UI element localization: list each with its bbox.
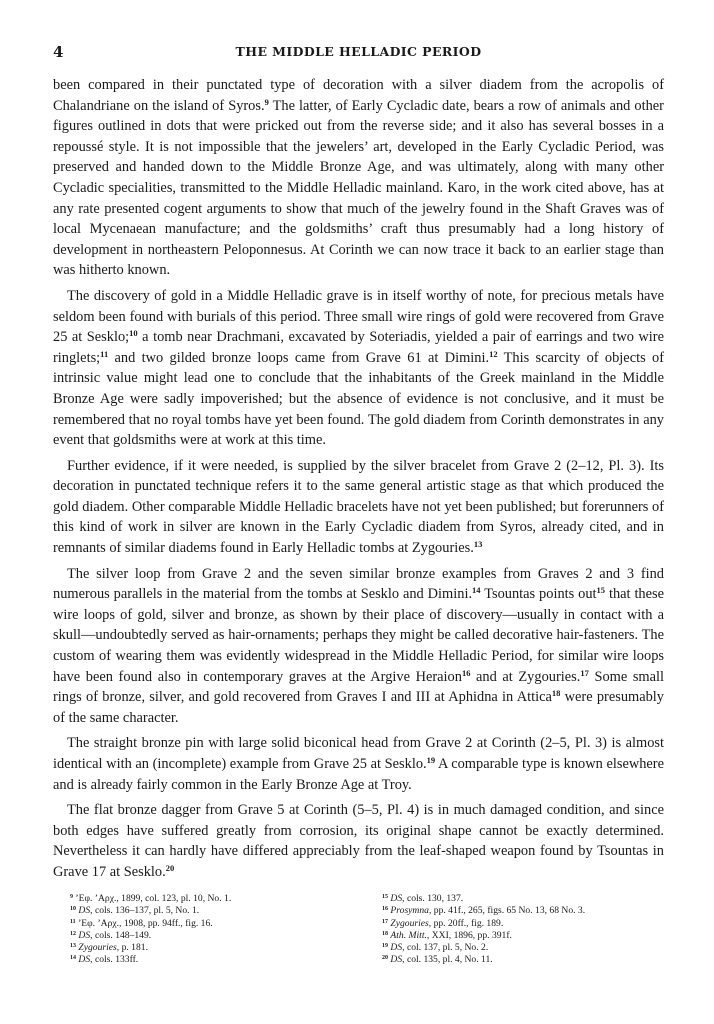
footnote-text: , cols. 130, 137. xyxy=(402,893,464,904)
footnote-ref: 18 xyxy=(551,688,561,699)
text-run: This scarcity of objects of intrinsic value might lead one to conclude that the inhabitants of the Greek mainland in the Middle Bronze Age were sadly impoverished; but the absence of evidence is not conclusive, and it must be remembered that no royal tombs have yet been found. The gold diadem from Corinth demonstrates in any event that goldsmiths were at work at this time. xyxy=(53,349,664,449)
footnote-ref: 11 xyxy=(100,348,109,359)
footnote-ref: 14 xyxy=(472,585,481,596)
text-run: a tomb near Drachmani, excavated by Soteriadis, yielded a pair of earrings and two wire ringlets; xyxy=(53,329,664,366)
footnote xyxy=(70,942,360,954)
paragraph xyxy=(53,75,664,281)
footnote-ref: 13 xyxy=(473,539,483,550)
footnote-number: 11 xyxy=(70,918,76,925)
footnotes-right-column xyxy=(382,893,672,967)
footnote-number: 9 xyxy=(70,894,73,900)
running-title: THE MIDDLE HELLADIC PERIOD xyxy=(235,44,482,59)
text-run: and at Zygouries. xyxy=(470,668,581,685)
footnote xyxy=(70,930,360,942)
footnote-number: 12 xyxy=(70,930,76,937)
footnote-source: DS xyxy=(78,929,91,941)
text-run: Further evidence, if it were needed, is supplied by the silver bracelet from Grave 2 (2–12, Pl. 3). Its decoration in punctated technique refers it to the same general artistic stage as that which produced the gold diadem. Other comparable Middle Helladic bracelets have not yet been published; but forerunners of this kind of work in silver are known in the Early Cycladic diadem from Syros, already cited, and in remnants of similar diadems found in Early Helladic tombs at Zygouries. xyxy=(53,457,664,557)
footnote-number: 19 xyxy=(382,943,388,950)
text-run: The flat bronze dagger from Grave 5 at Corinth (5–5, Pl. 4) is in much damaged condition, and since both edges have suffered greatly from corrosion, its original shape cannot be exactly determined. Nevertheless it can hardly have differed appreciably from the leaf-shaped weapon found by Tsountas in Grave 17 at Sesklo. xyxy=(53,802,664,880)
footnote-text: , pp. 20ff., fig. 189. xyxy=(428,917,504,929)
footnote-ref: 19 xyxy=(426,755,436,765)
footnote-source: Zygouries xyxy=(390,917,429,929)
footnote xyxy=(70,893,360,905)
text-run: Some small rings of bronze, silver, and gold recovered from Graves I and III at Aphidna in Attica xyxy=(53,668,664,706)
footnote-number: 10 xyxy=(70,906,76,913)
text-run: The silver loop from Grave 2 and the seven similar bronze examples from Graves 2 and 3 find numerous parallels in the material from the tombs at Sesklo and Dimini. xyxy=(53,565,664,603)
text-run: were presumably of the same character. xyxy=(53,689,664,726)
footnote-source: Ath. Mitt. xyxy=(390,929,427,941)
footnote-text: , col. 137, pl. 5, No. 2. xyxy=(402,942,489,954)
footnote-source: DS xyxy=(390,893,403,904)
footnote-text: , col. 135, pl. 4, No. 11. xyxy=(402,954,493,966)
footnote xyxy=(70,954,360,966)
footnote xyxy=(70,918,360,930)
page-number: 4 xyxy=(53,43,64,61)
footnote-ref: 17 xyxy=(580,667,589,678)
footnote-number: 17 xyxy=(382,918,388,925)
footnote-source: DS xyxy=(78,954,91,966)
footnote-text: , XXI, 1896, pp. 391f. xyxy=(426,929,512,941)
footnote xyxy=(70,905,360,917)
footnotes-left-column xyxy=(70,893,360,967)
footnote-ref: 15 xyxy=(596,585,606,596)
footnote-text: , cols. 136–137, pl. 5, No. 1. xyxy=(90,905,200,917)
footnote-number: 14 xyxy=(70,955,76,962)
footnote-source: Prosymna xyxy=(390,905,429,917)
footnote-text: ’Εφ. ’Αρχ., 1899, col. 123, pl. 10, No. 1. xyxy=(75,893,232,904)
text-run: A comparable type is known elsewhere and is already fairly common in the Early Bronze Age at Troy. xyxy=(53,756,664,793)
text-run: Tsountas points out xyxy=(480,586,597,603)
text-run: that these wire loops of gold, silver and bronze, as shown by their place of discovery—usually in contact with a skull—undoubtedly served as hair-ornaments; perhaps they might be called decorative hair-fasteners. The custom of wearing them was evidently widespread in the Middle Helladic Period, for similar wire loops have been found also in contemporary graves at the Argive Heraion xyxy=(53,586,665,685)
body-text xyxy=(53,75,664,888)
footnote-source: DS xyxy=(390,954,403,966)
footnote-text: , cols. 148–149. xyxy=(90,929,152,941)
paragraph xyxy=(53,733,664,795)
footnote-number: 13 xyxy=(70,943,76,950)
footnote xyxy=(382,905,672,917)
footnote xyxy=(382,893,672,905)
footnote xyxy=(382,918,672,930)
text-run: The straight bronze pin with large solid biconical head from Grave 2 at Corinth (2–5, Pl. 3) is almost identical with an (incomplete) example from Grave 25 at Sesklo. xyxy=(53,735,664,772)
paragraph xyxy=(53,800,664,882)
footnote-source: Zygouries xyxy=(78,942,117,954)
footnote-source: DS xyxy=(78,905,91,917)
footnote-ref: 20 xyxy=(165,862,175,873)
footnote-ref: 12 xyxy=(489,348,498,359)
footnote-number: 15 xyxy=(382,894,388,900)
footnote-text: ’Εφ. ’Αρχ., 1908, pp. 94ff., fig. 16. xyxy=(78,917,213,929)
footnote-ref: 16 xyxy=(461,667,471,678)
footnote-number: 18 xyxy=(382,930,388,937)
footnote-ref: 10 xyxy=(129,328,138,339)
footnote-number: 20 xyxy=(382,955,388,962)
footnote-text: , cols. 133ff. xyxy=(90,954,139,966)
footnote-text: , pp. 41f., 265, figs. 65 No. 13, 68 No. 3. xyxy=(428,905,586,917)
text-run: The latter, of Early Cycladic date, bears a row of animals and other figures outlined in dots that were pricked out from the reverse side; and it also has several bosses in a repoussé style. It is not impossible that the jewelers’ art, developed in the Early Cycladic Period, was preserved and handed down to the Middle Bronze Age, and was ultimately, along with many other Cycladic specialities, transmitted to the Middle Helladic mainland. Karo, in the work cited above, has at any rate presented cogent arguments to show that much of the jewelry found in the Shaft Graves was of local Mycenaean manufacture; and the goldsmiths’ craft thus presumably had a long history of development in northeastern Peloponnesus. At Corinth we can now trace it back to an earlier stage than was hitherto known. xyxy=(53,97,664,279)
footnote xyxy=(382,954,672,966)
paragraph xyxy=(53,456,664,559)
paragraph xyxy=(53,286,664,451)
text-run: and two gilded bronze loops came from Grave 61 at Dimini. xyxy=(108,349,490,366)
paragraph xyxy=(53,564,664,729)
page-header xyxy=(53,43,664,65)
footnote-text: , p. 181. xyxy=(116,942,148,954)
text-run: The discovery of gold in a Middle Helladic grave is in itself worthy of note, for precious metals have seldom been found with burials of this period. Three small wire rings of gold were recovered from Grave 25 at Sesklo; xyxy=(53,287,664,346)
footnote xyxy=(382,942,672,954)
footnote-source: DS xyxy=(390,942,403,954)
footnote-number: 16 xyxy=(382,906,388,913)
footnote-ref: 9 xyxy=(264,96,269,107)
footnote xyxy=(382,930,672,942)
text-run: been compared in their punctated type of decoration with a silver diadem from the acropolis of Chalandriane on the island of Syros. xyxy=(53,77,664,114)
